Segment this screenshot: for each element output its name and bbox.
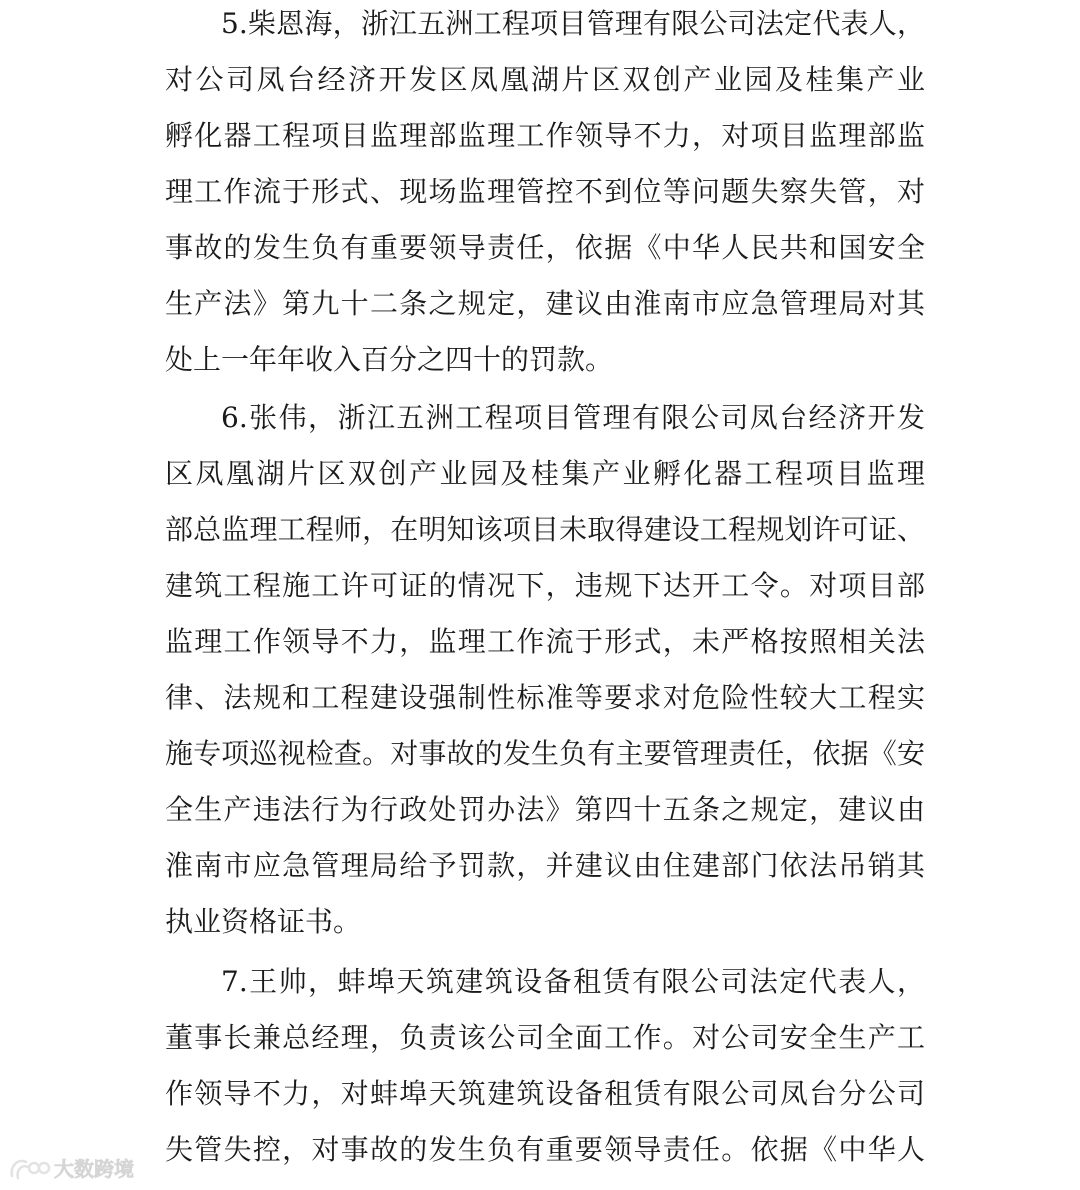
paragraph-5-line-2: 对公司凤台经济开发区凤凰湖片区双创产业园及桂集产业	[165, 63, 925, 96]
paragraph-6-line-9: 淮南市应急管理局给予罚款，并建议由住建部门依法吊销其	[165, 849, 925, 882]
paragraph-6-line-3: 部总监理工程师，在明知该项目未取得建设工程规划许可证、	[165, 513, 925, 546]
paragraph-7-line-3: 作领导不力，对蚌埠天筑建筑设备租赁有限公司凤台分公司	[165, 1077, 925, 1110]
paragraph-6-line-2: 区凤凰湖片区双创产业园及桂集产业孵化器工程项目监理	[165, 457, 925, 490]
paragraph-5-line-3: 孵化器工程项目监理部监理工作领导不力，对项目监理部监	[165, 119, 925, 152]
paragraph-5-line-6: 生产法》第九十二条之规定，建议由淮南市应急管理局对其	[165, 287, 925, 320]
paragraph-7-line-2: 董事长兼总经理，负责该公司全面工作。对公司安全生产工	[165, 1021, 925, 1054]
paragraph-6-line-4: 建筑工程施工许可证的情况下，违规下达开工令。对项目部	[165, 569, 925, 602]
watermark-logo	[8, 1152, 138, 1186]
paragraph-6-line-6: 律、法规和工程建设强制性标准等要求对危险性较大工程实	[165, 681, 925, 714]
paragraph-5-line-4: 理工作流于形式、现场监理管控不到位等问题失察失管，对	[165, 175, 925, 208]
paragraph-5-line-5: 事故的发生负有重要领导责任，依据《中华人民共和国安全	[165, 231, 925, 264]
paragraph-6-line-1: 6.张伟，浙江五洲工程项目管理有限公司凤台经济开发	[221, 401, 925, 434]
svg-text:大数跨境: 大数跨境	[54, 1157, 134, 1181]
watermark-logo-icon	[8, 1154, 138, 1184]
paragraph-6-line-5: 监理工作领导不力，监理工作流于形式，未严格按照相关法	[165, 625, 925, 658]
paragraph-5-line-7: 处上一年年收入百分之四十的罚款。	[165, 343, 614, 376]
paragraph-7-line-4: 失管失控，对事故的发生负有重要领导责任。依据《中华人	[165, 1133, 925, 1166]
paragraph-7-line-1: 7.王帅，蚌埠天筑建筑设备租赁有限公司法定代表人，	[221, 965, 925, 998]
paragraph-6-line-10: 执业资格证书。	[165, 905, 362, 938]
paragraph-5-line-1: 5.柴恩海，浙江五洲工程项目管理有限公司法定代表人，	[221, 7, 925, 40]
paragraph-6-line-8: 全生产违法行为行政处罚办法》第四十五条之规定，建议由	[165, 793, 925, 826]
paragraph-6-line-7: 施专项巡视检查。对事故的发生负有主要管理责任，依据《安	[165, 737, 925, 770]
